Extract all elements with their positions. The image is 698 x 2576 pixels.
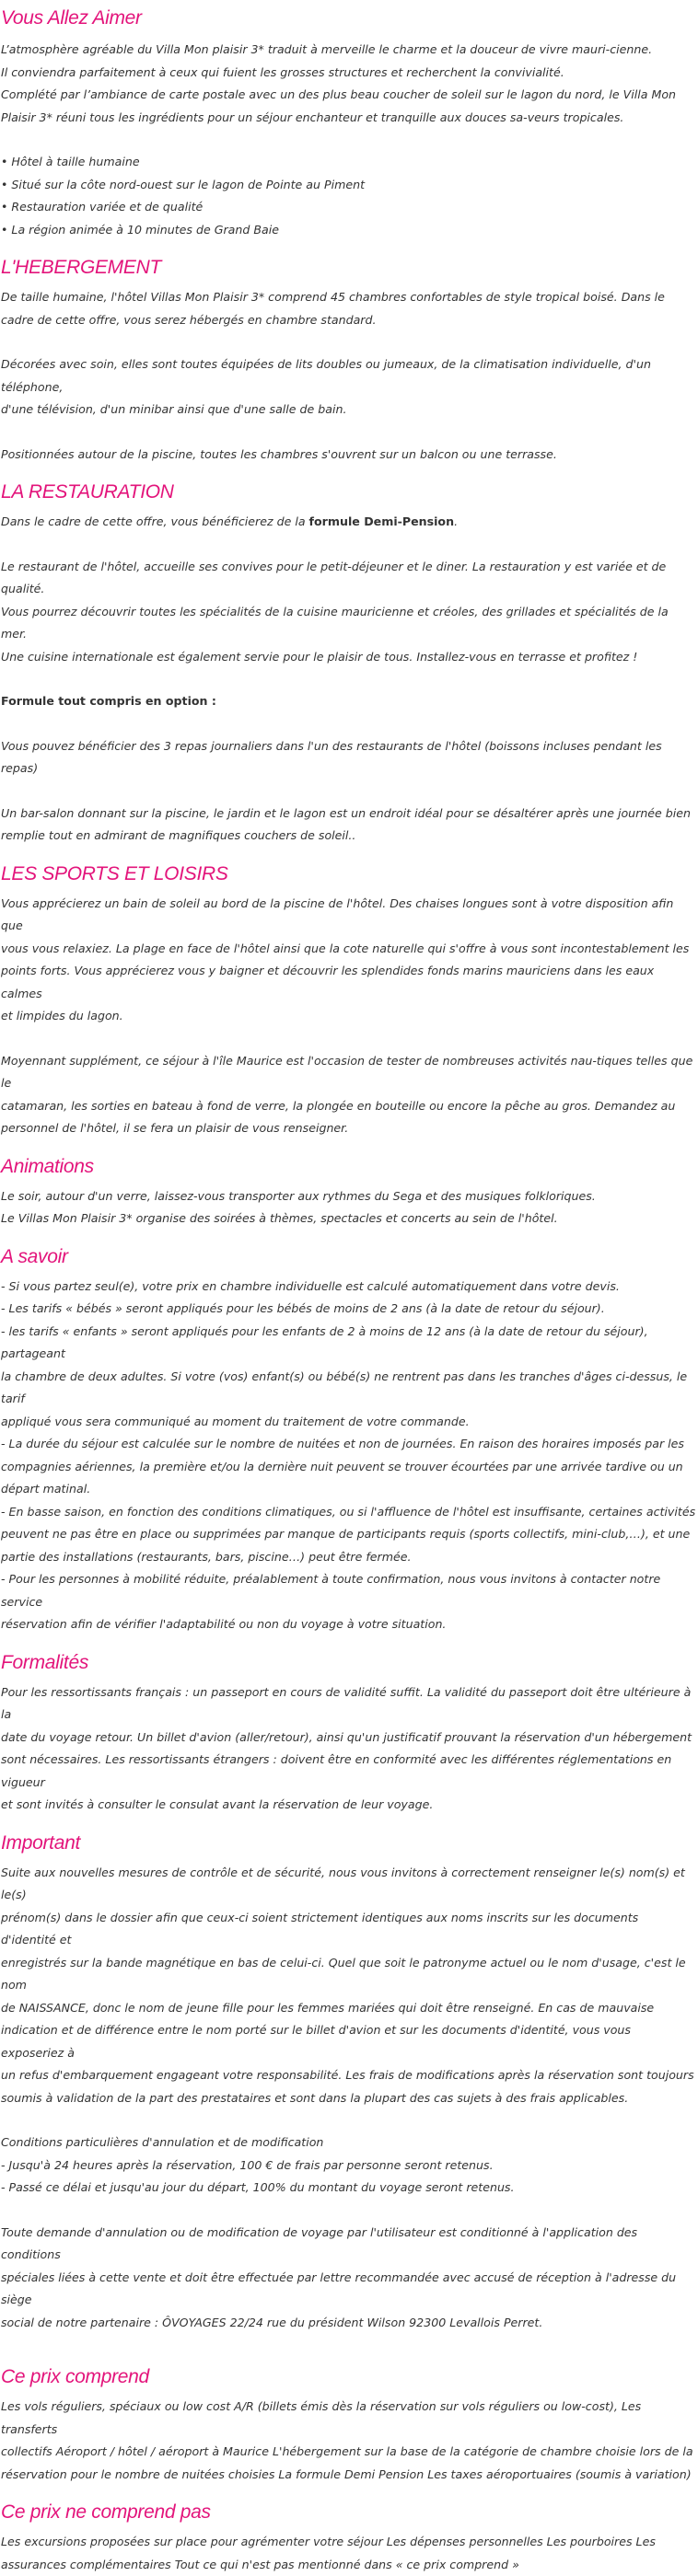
text-line: - Les tarifs « bébés » seront appliqués pour les bébés de moins de 2 ans (à la date de retour du séjour).	[1, 1298, 696, 1321]
text-line: Une cuisine internationale est également servie pour le plaisir de tous. Installez-vous en terrasse et profitez !	[1, 646, 696, 669]
text-line: - Si vous partez seul(e), votre prix en chambre individuelle est calculé automatiquement dans votre devis.	[1, 1276, 696, 1299]
text-line: Conditions particulières d'annulation et de modification	[1, 2131, 696, 2154]
intro-line: Complété par l’ambiance de carte postale avec un des plus beau coucher de soleil sur le lagon du nord, le Villa Mon	[1, 84, 696, 107]
a-savoir-block	[1, 1276, 696, 1636]
text-line: et sont invités à consulter le consulat avant la réservation de leur voyage.	[1, 1794, 696, 1817]
text-line: partie des installations (restaurants, bars, piscine…) peut être fermée.	[1, 1546, 696, 1569]
section-title-sports-loisirs: LES SPORTS ET LOISIRS	[1, 861, 228, 888]
text-line: et limpides du lagon.	[1, 1005, 696, 1028]
text-line: collectifs Aéroport / hôtel / aéroport à Maurice L'hébergement sur la base de la catégorie de chambre choisie lors de la	[1, 2441, 696, 2464]
section-title-formalites: Formalités	[1, 1649, 88, 1677]
text-line: départ matinal.	[1, 1478, 696, 1501]
text-line: points forts. Vous apprécierez vous y baigner et découvrir les splendides fonds marins mauriciens dans les eaux calmes	[1, 960, 696, 1005]
text-line: compagnies aériennes, la première et/ou la dernière nuit peuvent se trouver écourtées par une arrivée tardive ou un	[1, 1456, 696, 1479]
text-fragment: Dans le cadre de cette offre, vous bénéficierez de la	[1, 514, 309, 528]
text-line: assurances complémentaires Tout ce qui n'est pas mentionné dans « ce prix comprend »	[1, 2554, 696, 2576]
text-line: - Jusqu'à 24 heures après la réservation, 100 € de frais par personne seront retenus.	[1, 2154, 696, 2177]
prix-comprend-block	[1, 2396, 696, 2486]
text-line: vous vous relaxiez. La plage en face de l'hôtel ainsi que la cote naturelle qui s'offre à vous sont incontestablement les	[1, 938, 696, 961]
text-line	[1, 511, 696, 534]
intro-line: Il conviendra parfaitement à ceux qui fuient les grosses structures et recherchent la convivialité.	[1, 62, 696, 85]
text-line: Positionnées autour de la piscine, toutes les chambres s'ouvrent sur un balcon ou une terrasse.	[1, 444, 696, 467]
text-line: réservation pour le nombre de nuitées choisies La formule Demi Pension Les taxes aéroportuaires (soumis à variation)	[1, 2464, 696, 2487]
text-line: cadre de cette offre, vous serez hébergés en chambre standard.	[1, 309, 696, 332]
text-line: - La durée du séjour est calculée sur le nombre de nuitées et non de journées. En raison des horaires imposés par les	[1, 1433, 696, 1456]
text-line: appliqué vous sera communiqué au moment du traitement de votre commande.	[1, 1411, 696, 1434]
text-line: Suite aux nouvelles mesures de contrôle et de sécurité, nous vous invitons à correctement renseigner le(s) nom(s) et le(s)	[1, 1862, 696, 1907]
intro-line: L’atmosphère agréable du Villa Mon plaisir 3* traduit à merveille le charme et la douceur de vivre mauri-cienne.	[1, 39, 696, 62]
text-line: prénom(s) dans le dossier afin que ceux-ci soient strictement identiques aux noms inscrits sur les documents d'identité et	[1, 1907, 696, 1952]
text-line: Le Villas Mon Plaisir 3* organise des soirées à thèmes, spectacles et concerts au sein de l'hôtel.	[1, 1207, 696, 1230]
formula-name: formule Demi-Pension	[309, 514, 455, 528]
text-line: Pour les ressortissants français : un passeport en cours de validité suffit. La validité du passeport doit être ultérieure à la	[1, 1681, 696, 1727]
formalites-block	[1, 1681, 696, 1817]
text-line: Les excursions proposées sur place pour agrémenter votre séjour Les dépenses personnelles Les pourboires Les	[1, 2531, 696, 2554]
text-line: date du voyage retour. Un billet d'avion (aller/retour), ainsi qu'un justificatif prouvant la réservation d'un hébergement	[1, 1727, 696, 1750]
highlight-item: • Situé sur la côte nord-ouest sur le lagon de Pointe au Piment	[1, 174, 696, 197]
text-line: spéciales liées à cette vente et doit être effectuée par lettre recommandée avec accusé de réception à l'adresse du siège	[1, 2267, 696, 2312]
section-title-animations: Animations	[1, 1153, 94, 1181]
text-line: - Pour les personnes à mobilité réduite, préalablement à toute confirmation, nous vous invitons à contacter notre service	[1, 1568, 696, 1613]
option-heading: Formule tout compris en option :	[1, 690, 696, 713]
text-line: remplie tout en admirant de magnifiques couchers de soleil..	[1, 825, 696, 848]
text-line: catamaran, les sorties en bateau à fond de verre, la plongée en bouteille ou encore la pêche au gros. Demandez au	[1, 1095, 696, 1118]
important-block	[1, 1862, 696, 2335]
highlights-list	[1, 151, 696, 241]
text-line: indication et de différence entre le nom porté sur le billet d'avion et sur les documents d'identité, vous vous exposeriez à	[1, 2019, 696, 2064]
text-line: - Passé ce délai et jusqu'au jour du départ, 100% du montant du voyage seront retenus.	[1, 2177, 696, 2200]
text-line: Toute demande d'annulation ou de modification de voyage par l'utilisateur est conditionné à l'application des conditions	[1, 2222, 696, 2267]
text-line: De taille humaine, l'hôtel Villas Mon Plaisir 3* comprend 45 chambres confortables de style tropical boisé. Dans le	[1, 286, 696, 309]
section-title-a-savoir: A savoir	[1, 1243, 68, 1271]
text-line: la chambre de deux adultes. Si votre (vos) enfant(s) ou bébé(s) ne rentrent pas dans les tranches d'âges ci-dessus, le tarif	[1, 1366, 696, 1411]
section-title-prix-ne-comprend-pas: Ce prix ne comprend pas	[1, 2499, 211, 2526]
text-line: Décorées avec soin, elles sont toutes équipées de lits doubles ou jumeaux, de la climatisation individuelle, d'un téléphone,	[1, 353, 696, 399]
text-line: - En basse saison, en fonction des conditions climatiques, ou si l'affluence de l'hôtel est insuffisante, certaines activités	[1, 1501, 696, 1524]
text-line: Vous pourrez découvrir toutes les spécialités de la cuisine mauricienne et créoles, des grillades et spécialités de la mer.	[1, 601, 696, 646]
section-title-prix-comprend: Ce prix comprend	[1, 2363, 149, 2391]
text-line: personnel de l'hôtel, il se fera un plaisir de vous renseigner.	[1, 1117, 696, 1140]
section-title-vous-allez-aimer: Vous Allez Aimer	[1, 5, 142, 32]
text-line: Le restaurant de l'hôtel, accueille ses convives pour le petit-déjeuner et le diner. La restauration y est variée et de qualité.	[1, 556, 696, 601]
text-line: réservation afin de vérifier l'adaptabilité ou non du voyage à votre situation.	[1, 1613, 696, 1636]
text-line: enregistrés sur la bande magnétique en bas de celui-ci. Quel que soit le patronyme actuel ou le nom d'usage, c'est le nom	[1, 1952, 696, 1997]
text-line: Le soir, autour d'un verre, laissez-vous transporter aux rythmes du Sega et des musiques folkloriques.	[1, 1185, 696, 1208]
text-line: Un bar-salon donnant sur la piscine, le jardin et le lagon est un endroit idéal pour se désaltérer après une journée bien	[1, 803, 696, 826]
intro-line: Plaisir 3* réuni tous les ingrédients pour un séjour enchanteur et tranquille aux douces sa-veurs tropicales.	[1, 107, 696, 130]
section-title-hebergement: L'HEBERGEMENT	[1, 254, 161, 282]
text-line: - les tarifs « enfants » seront appliqués pour les enfants de 2 à moins de 12 ans (à la date de retour du séjour), partageant	[1, 1321, 696, 1366]
text-line: social de notre partenaire : ÔVOYAGES 22/24 rue du président Wilson 92300 Levallois Perret.	[1, 2312, 696, 2335]
highlight-item: • Hôtel à taille humaine	[1, 151, 696, 174]
text-line: soumis à validation de la part des prestataires et sont dans la plupart des cas sujets à des frais applicables.	[1, 2087, 696, 2110]
text-line: Moyennant supplément, ce séjour à l'île Maurice est l'occasion de tester de nombreuses activités nau-tiques telles que le	[1, 1050, 696, 1095]
text-line: d'une télévision, d'un minibar ainsi que d'une salle de bain.	[1, 399, 696, 422]
text-line: un refus d'embarquement engageant votre responsabilité. Les frais de modifications après la réservation sont toujours	[1, 2064, 696, 2087]
highlight-item: • Restauration variée et de qualité	[1, 196, 696, 219]
text-line: sont nécessaires. Les ressortissants étrangers : doivent être en conformité avec les différentes réglementations en vigueur	[1, 1749, 696, 1794]
text-fragment: .	[454, 514, 458, 528]
section-title-restauration: LA RESTAURATION	[1, 479, 174, 506]
text-line: de NAISSANCE, donc le nom de jeune fille pour les femmes mariées qui doit être renseigné. En cas de mauvaise	[1, 1997, 696, 2020]
highlight-item: • La région animée à 10 minutes de Grand Baie	[1, 219, 696, 242]
text-line: Les vols réguliers, spéciaux ou low cost A/R (billets émis dès la réservation sur vols réguliers ou low-cost), Les transferts	[1, 2396, 696, 2441]
prix-ne-comprend-pas-block	[1, 2531, 696, 2576]
text-line: Vous apprécierez un bain de soleil au bord de la piscine de l'hôtel. Des chaises longues sont à votre disposition afin que	[1, 893, 696, 938]
section-title-important: Important	[1, 1830, 80, 1857]
text-line: Vous pouvez bénéficier des 3 repas journaliers dans l'un des restaurants de l'hôtel (boissons incluses pendant les repas)	[1, 735, 696, 780]
text-line: peuvent ne pas être en place ou supprimées par manque de participants requis (sports collectifs, mini-club,…), et une	[1, 1523, 696, 1546]
